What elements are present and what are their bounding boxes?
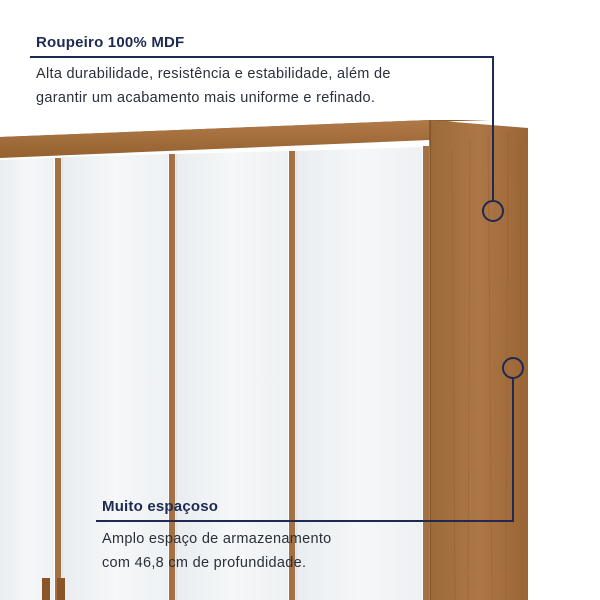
callout-description-line: com 46,8 cm de profundidade. bbox=[102, 555, 307, 571]
cabinet-side-panel bbox=[430, 120, 528, 600]
door-handle-left bbox=[42, 578, 50, 600]
callout-description-line: garantir um acabamento mais uniforme e refinado. bbox=[36, 90, 376, 106]
callout-title-mdf: Roupeiro 100% MDF bbox=[36, 34, 185, 51]
callout-description-line: Alta durabilidade, resistência e estabilidade, além de bbox=[36, 66, 391, 82]
door-handle-right bbox=[57, 578, 65, 600]
callout-description-line: Amplo espaço de armazenamento bbox=[102, 531, 332, 547]
callout-title-spacious: Muito espaçoso bbox=[102, 498, 219, 515]
callout-description-spacious bbox=[102, 527, 332, 575]
door-1 bbox=[0, 158, 54, 600]
callout-description-mdf bbox=[36, 62, 391, 110]
